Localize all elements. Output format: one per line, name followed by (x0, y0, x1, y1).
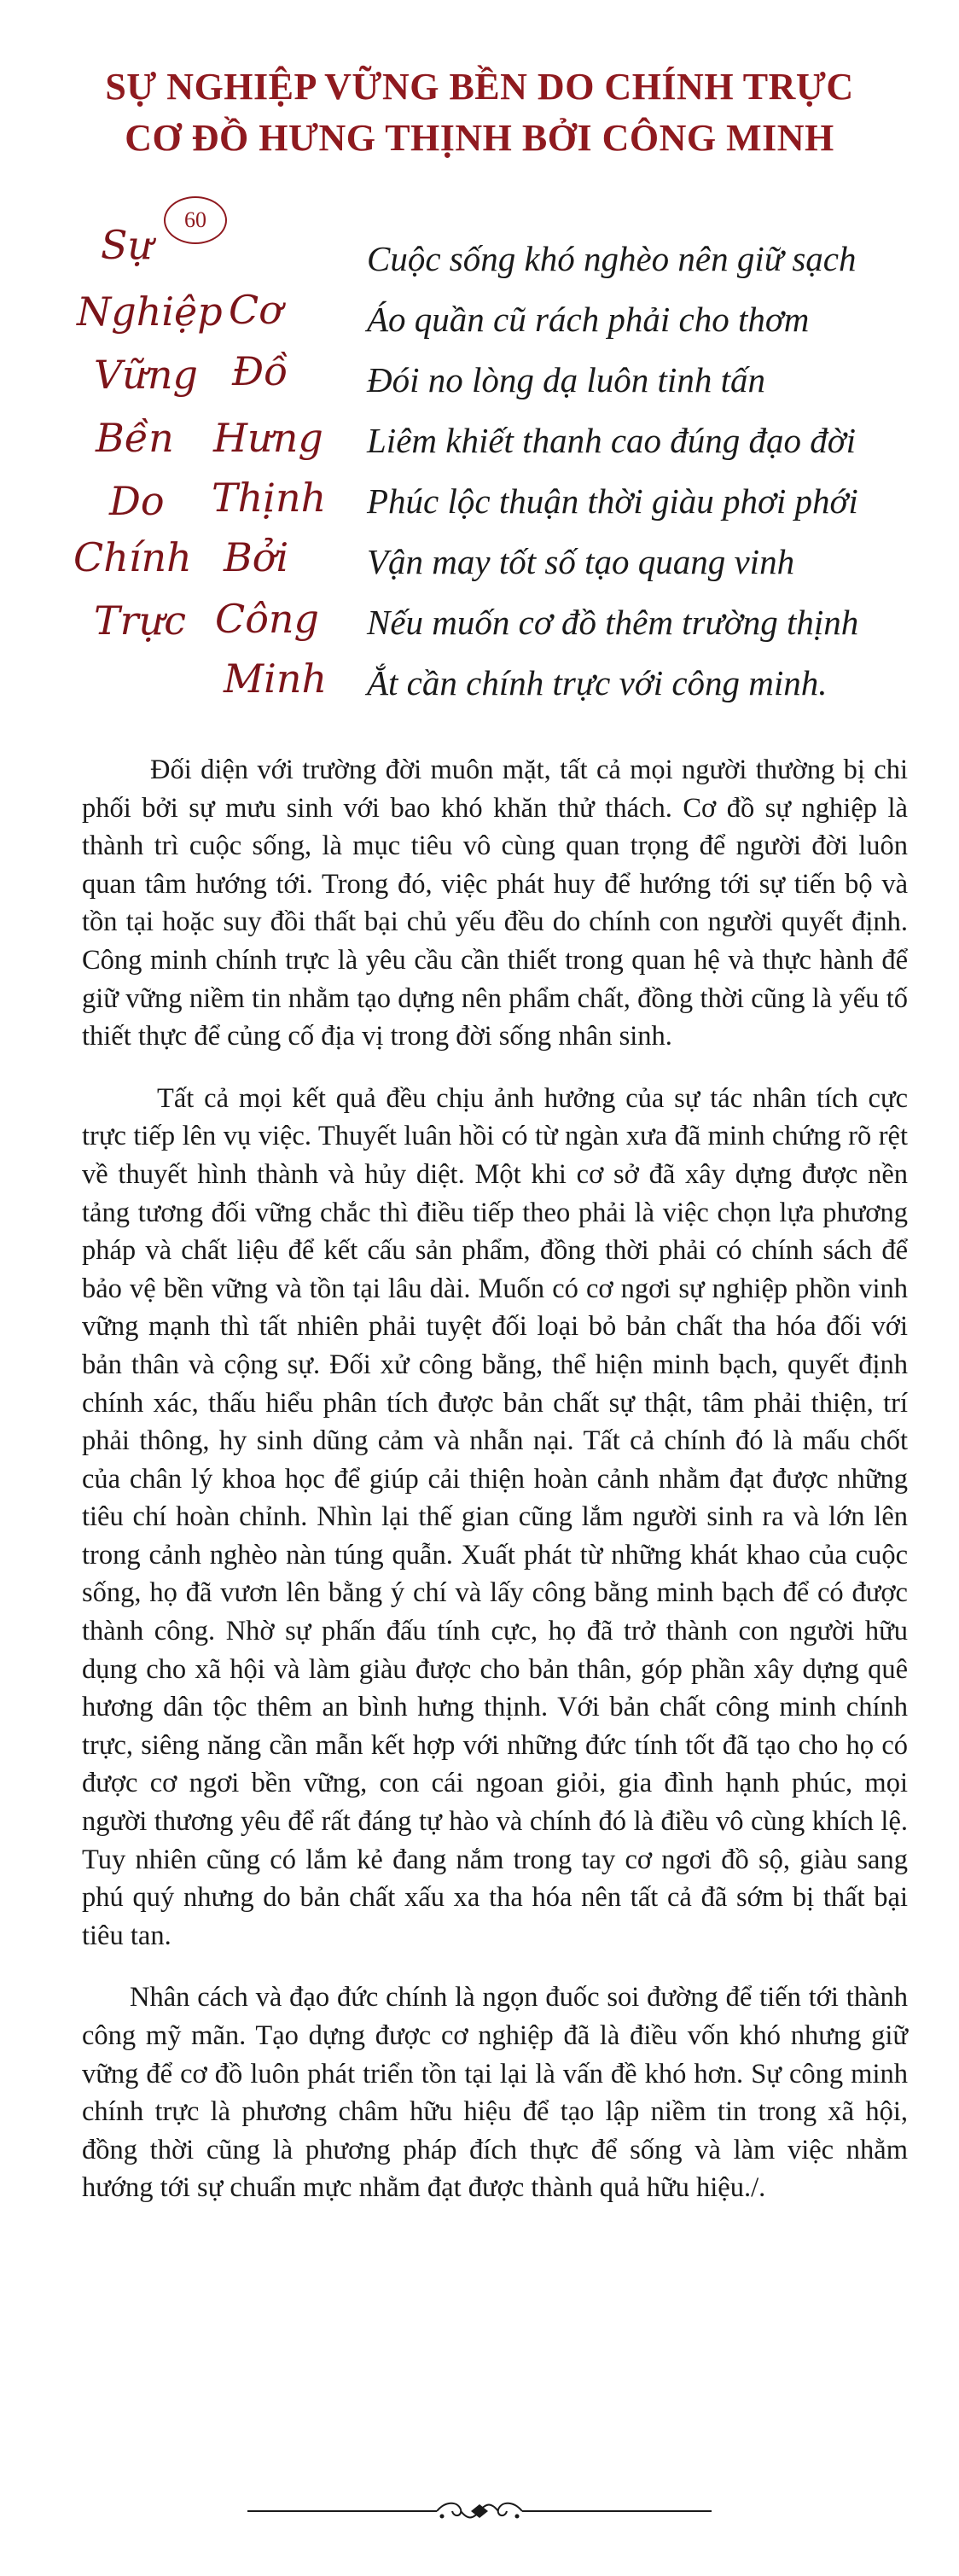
title-line-1: SỰ NGHIỆP VỮNG BỀN DO CHÍNH TRỰC (105, 66, 854, 108)
poem-line: Ắt cần chính trực với công minh. (367, 663, 828, 702)
poem-line: Cuộc sống khó nghèo nên giữ sạch (367, 239, 857, 278)
callig-right-thinh: Thịnh (212, 475, 327, 521)
callig-right-do: Đồ (232, 348, 288, 394)
poem-line: Đói no lòng dạ luôn tinh tấn (367, 360, 765, 399)
page-title (0, 61, 959, 164)
callig-left-truc: Trực (94, 597, 187, 644)
article-body (82, 751, 908, 2231)
paragraph: Đối diện với trường đời muôn mặt, tất cả mọi người thường bị chi phối bởi sự mưu sinh với bao khó khăn thử thách. Cơ đồ sự nghiệp là thành trì cuộc sống, là mục tiêu vô cùng quan trọng để người đời luôn quan tâm hướng tới. Trong đó, việc phát huy để hướng tới sự tiến bộ và tồn tại hoặc suy đồi thất bại chủ yếu đều do chính con người quyết định. Công minh chính trực là yêu cầu cần thiết trong quan hệ và thực hành để giữ vững niềm tin nhằm tạo dựng nên phẩm chất, đồng thời cũng là yếu tố thiết thực để củng cố địa vị trong đời sống nhân sinh. (82, 755, 908, 1052)
callig-right-hung: Hưng (213, 415, 323, 461)
poem-line: Áo quần cũ rách phải cho thơm (367, 300, 810, 339)
poem-line: Nếu muốn cơ đồ thêm trường thịnh (367, 603, 859, 642)
callig-right-cong: Công (215, 596, 319, 642)
poem-line: Vận may tốt số tạo quang vinh (367, 542, 795, 581)
callig-left-ben: Bền (96, 415, 174, 461)
paragraph: Tất cả mọi kết quả đều chịu ảnh hưởng của sự tác nhân tích cực trực tiếp lên vụ việc. Thuyết luân hồi có từ ngàn xưa đã minh chứng rõ rệt về thuyết hình thành và hủy diệt. Một khi cơ sở đã xây dựng được nền tảng tương đối vững chắc thì điều tiếp theo phải là việc chọn lựa phương pháp và chất liệu để kết cấu sản phẩm, đồng thời phải có chính sách để bảo vệ bền vững và tồn tại lâu dài. Muốn có cơ ngơi sự nghiệp phồn vinh vững mạnh thì tất nhiên phải tuyệt đối loại bỏ bản chất tha hóa đối với bản thân và cộng sự. Đối xử công bằng, thể hiện minh bạch, quyết định chính xác, thấu hiểu phân tích được bản chất sự thật, tâm phải thiện, trí phải thông, hy sinh dũng cảm và nhẫn nại. Tất cả chính đó là mấu chốt của chân lý khoa học để giúp cải thiện hoàn cảnh nhằm đạt được những tiêu chí hoàn chỉnh. Nhìn lại thế gian cũng lắm người sinh ra và lớn lên trong cảnh nghèo nàn túng quẫn. Xuất phát từ những khát khao của cuộc sống, họ đã vươn lên bằng ý chí và lấy công bằng minh bạch để có được thành công. Nhờ sự phấn đấu tính cực, họ đã trở thành con người hữu dụng cho xã hội và làm giàu được cho bản thân, góp phần xây dựng quê hương dân tộc thêm an bình hưng thịnh. Với bản chất công minh chính trực, siêng năng cần mẫn kết hợp với những đức tính tốt đã tạo cho họ có được cơ ngơi bền vững, con cái ngoan giỏi, gia đình hạnh phúc, mọi người thương yêu để rất đáng tự hào và chính đó là điều vô cùng khích lệ. Tuy nhiên cũng có lắm kẻ đang nắm trong tay cơ ngơi đồ sộ, giàu sang phú quý nhưng do bản chất xấu xa tha hóa nên tất cả đã sớm bị thất bại tiêu tan. (82, 1082, 908, 1951)
callig-left-chinh: Chính (73, 534, 192, 580)
callig-right-boi: Bởi (224, 534, 289, 580)
callig-left-vung: Vững (94, 352, 198, 398)
callig-right-co: Cơ (229, 287, 282, 333)
paragraph: Nhân cách và đạo đức chính là ngọn đuốc soi đường để tiến tới thành công mỹ mãn. Tạo dựng được cơ nghiệp đã là điều vốn khó nhưng giữ vững để cơ đồ luôn phát triển tồn tại lại là vấn đề khó hơn. Sự công minh chính trực là phương châm hữu hiệu để tạo lập niềm tin trong xã hội, đồng thời cũng là phương pháp đích thực để sống và làm việc nhằm hướng tới sự chuẩn mực nhằm đạt được thành quả hữu hiệu./. (82, 1982, 908, 2204)
callig-left-do: Do (109, 478, 165, 524)
callig-left-su: Sự (101, 222, 154, 268)
page-number-badge: 60 (164, 196, 227, 244)
poem-line: Phúc lộc thuận thời giàu phơi phới (367, 481, 858, 521)
poem-line: Liêm khiết thanh cao đúng đạo đời (367, 421, 857, 460)
callig-right-minh: Minh (224, 656, 328, 702)
title-line-2: CƠ ĐỒ HƯNG THỊNH BỞI CÔNG MINH (125, 117, 834, 159)
callig-left-nghiep: Nghiệp (77, 288, 223, 335)
poem (367, 229, 921, 714)
ornament-divider-icon (247, 2494, 712, 2528)
